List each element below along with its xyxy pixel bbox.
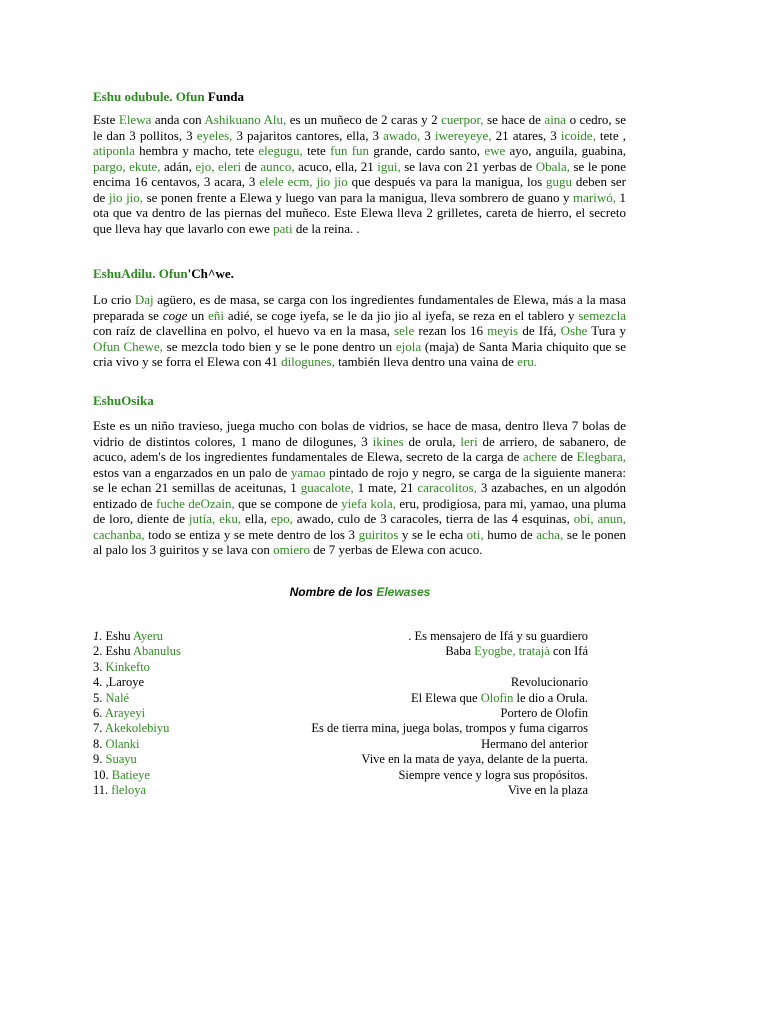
text-run: . Es mensajero de Ifá y su guardiero xyxy=(408,629,588,643)
elewa-description xyxy=(481,737,588,752)
highlighted-term: guiritos xyxy=(358,526,399,542)
highlighted-term: Eyogbe, tratajà xyxy=(474,644,550,659)
elewa-name xyxy=(93,737,140,752)
text-run: Nombre de los xyxy=(289,585,377,599)
highlighted-term: EshuOsika xyxy=(93,393,154,408)
text-run: ella, xyxy=(241,511,271,526)
text-run: 3 pajaritos cantores, ella, 3 xyxy=(232,127,384,143)
text-run: 3 xyxy=(420,127,435,143)
highlighted-term: aina xyxy=(544,112,567,127)
highlighted-term: caracolitos, xyxy=(417,480,477,495)
highlighted-term: acha, xyxy=(536,526,564,542)
elewa-row xyxy=(93,752,588,767)
elewa-number: 10. xyxy=(93,767,109,782)
highlighted-term: Elewa xyxy=(118,112,152,127)
text-run: se le pone encima 16 centavos, 3 acara, 3 xyxy=(93,158,626,189)
text-run: Eshu xyxy=(102,644,133,659)
highlighted-term: fleloya xyxy=(111,783,147,797)
text-run: se ponen frente a Elewa y luego van para la manigua, lleva sombrero de guano y xyxy=(143,189,574,205)
text-run: Tura y xyxy=(587,323,627,338)
text-run: todo se entiza y se mete dentro de los 3 xyxy=(144,526,359,542)
elewa-row xyxy=(93,691,588,706)
text-run: le dio a Orula. xyxy=(513,690,588,705)
highlighted-term: ikines xyxy=(372,433,404,449)
highlighted-term: Olofin xyxy=(480,690,514,705)
elewa-name xyxy=(93,752,137,767)
elewa-name xyxy=(93,675,144,690)
text-run: se lava con 21 yerbas de xyxy=(400,158,536,174)
highlighted-term: ejola xyxy=(395,338,422,354)
elewa-name-text xyxy=(102,691,129,705)
elewa-name-text xyxy=(102,737,139,751)
text-run: un xyxy=(187,307,209,323)
text-run: de Ifá, xyxy=(518,323,561,338)
text-run: con Ifá xyxy=(549,644,588,659)
section-title-eshu-osika xyxy=(93,393,154,409)
elewa-number: 4. xyxy=(93,675,103,690)
elewa-name-text xyxy=(109,768,150,782)
section-title-eshu-adilu xyxy=(93,266,234,282)
highlighted-term: igui, xyxy=(377,158,401,174)
text-run: también lleva dentro una vaina de xyxy=(334,354,518,369)
text-run: Siempre vence y logra sus propósitos. xyxy=(398,767,588,782)
highlighted-term: ejo, eleri xyxy=(195,158,242,174)
text-run: 1 mate, 21 xyxy=(353,480,418,495)
elewa-number: 11. xyxy=(93,783,109,797)
highlighted-term: yiefa kola, xyxy=(341,495,397,511)
elewa-name-text xyxy=(102,660,150,674)
highlighted-term: omiero xyxy=(273,542,310,557)
text-run: de orula, xyxy=(403,433,461,449)
highlighted-term: elegugu, xyxy=(258,143,303,158)
section-title-eshu-odubule xyxy=(93,89,244,105)
highlighted-term: jio jio, xyxy=(108,189,144,205)
highlighted-term: icoide, xyxy=(560,127,596,143)
elewa-description xyxy=(508,783,588,798)
elewa-name xyxy=(93,721,169,736)
text-run: o cedro, se le dan 3 pollitos, 3 xyxy=(93,112,626,143)
text-run: 3 azabaches, en un algodón entizado de xyxy=(93,480,626,511)
highlighted-term: jutía, eku, xyxy=(188,511,242,526)
highlighted-term: Elewases xyxy=(376,585,431,599)
text-run: estos van a engarzados en un palo de xyxy=(93,464,291,480)
elewa-description xyxy=(501,706,588,721)
text-run: anda con xyxy=(151,112,205,127)
elewa-name-text xyxy=(102,644,180,658)
text-run: que después va para la manigua, los xyxy=(347,174,547,189)
text-run: Baba xyxy=(445,644,475,659)
elewa-description xyxy=(411,691,588,706)
text-run: adán, xyxy=(160,158,196,174)
elewa-description xyxy=(311,721,588,736)
elewa-row xyxy=(93,737,588,752)
elewa-number: 6. xyxy=(93,706,103,720)
text-run: ayo, anguila, guabina, xyxy=(505,143,626,158)
highlighted-term: Arayeyi xyxy=(104,706,146,720)
elewa-name-text xyxy=(102,675,144,689)
highlighted-term: awado, xyxy=(383,127,421,143)
highlighted-term: epo, xyxy=(270,511,293,526)
highlighted-term: Ashikuano Alu, xyxy=(204,112,287,127)
text-run: ,Laroye xyxy=(102,675,145,690)
elewa-name xyxy=(93,644,181,659)
elewa-name-text xyxy=(102,752,136,766)
text-run: acuco, ella, 21 xyxy=(294,158,378,174)
text-run: 1 ota que va dentro de las piernas del muñeco. Este Elewa lleva 2 grilletes, careta de hierro, el secreto que lleva hay que lavarlo con ewe xyxy=(93,189,627,236)
highlighted-term: Nalé xyxy=(105,690,130,705)
text-run: Este es un niño travieso, juega mucho con bolas de vidrios, se hace de masa, dentro lleva 7 bolas de vidrio de distintos colores, 1 mano de dilogunes, 3 xyxy=(93,418,626,449)
text-run: awado, culo de 3 caracoles, tierra de las 4 esquinas, xyxy=(292,511,574,526)
highlighted-term: leri xyxy=(460,433,478,449)
highlighted-term: Eshu odubule. Ofun xyxy=(93,89,205,104)
text-run: Eshu xyxy=(102,629,133,643)
highlighted-term: aunco, xyxy=(260,158,295,174)
text-run: Revolucionario xyxy=(510,675,588,690)
highlighted-term: Oshe xyxy=(560,323,588,338)
section-paragraph-eshu-odubule xyxy=(93,112,626,236)
text-run: deben ser de xyxy=(93,174,627,205)
highlighted-term: ewe xyxy=(484,143,506,158)
elewa-number: 9. xyxy=(93,752,103,767)
highlighted-term: dilogunes, xyxy=(281,354,335,369)
text-run: (maja) de Santa Maria chiquito que se cria vivo y se forra el Elewa con 41 xyxy=(93,338,626,369)
text-run: hembra y macho, tete xyxy=(134,143,259,158)
text-run: Hermano del anterior xyxy=(481,736,588,751)
text-run: 21 atares, 3 xyxy=(491,127,561,143)
highlighted-term: Batieye xyxy=(111,767,150,782)
text-run: adié, se coge iyefa, se le da jio jio al iyefa, se reza en el tablero y xyxy=(223,307,579,323)
highlighted-term: gugu xyxy=(546,174,573,189)
highlighted-term: meyis xyxy=(487,323,519,338)
elewa-name-text xyxy=(102,629,163,643)
highlighted-term: oti, xyxy=(466,526,484,542)
highlighted-term: Suayu xyxy=(105,752,137,767)
elewa-row xyxy=(93,644,588,659)
elewa-number: 8. xyxy=(93,736,103,751)
text-run: y se le echa xyxy=(398,526,467,542)
text-run: se mezcla todo bien y se le pone dentro un xyxy=(162,338,396,354)
highlighted-term: guacalote, xyxy=(300,480,354,495)
highlighted-term: elele ecm, jio jio xyxy=(259,174,348,189)
text-run: agüero, es de masa, se carga con los ingredientes fundamentales de Elewa, más a la masa preparada se xyxy=(93,292,627,323)
highlighted-term: Elegbara, xyxy=(576,449,627,464)
text-run: Este xyxy=(93,112,119,127)
elewa-number: 7. xyxy=(93,721,103,736)
highlighted-term: Ofun Chewe, xyxy=(93,338,163,354)
elewa-name-text xyxy=(108,783,146,797)
elewas-list-title xyxy=(0,585,720,599)
text-run: se hace de xyxy=(483,112,545,127)
text-run: eru, prodigiosa, para mi, yamao, una pluma de loro, diente de xyxy=(93,495,626,526)
text-run: Lo crio xyxy=(93,292,135,307)
elewa-name xyxy=(93,706,145,721)
text-run: de xyxy=(556,449,577,464)
highlighted-term: fun fun xyxy=(330,143,370,158)
highlighted-term: Obala, xyxy=(535,158,570,174)
section-paragraph-eshu-osika xyxy=(93,418,626,558)
highlighted-term: eñi xyxy=(208,307,224,323)
elewa-number: 5. xyxy=(93,690,103,705)
text-run: tete , xyxy=(595,127,626,143)
highlighted-term: sele xyxy=(394,323,415,338)
elewa-name xyxy=(93,691,129,706)
elewa-row xyxy=(93,721,588,736)
highlighted-term: semezcla xyxy=(578,307,626,323)
elewa-name xyxy=(93,768,150,783)
elewa-name-text xyxy=(102,706,145,720)
highlighted-term: yamao xyxy=(290,464,326,480)
highlighted-term: obi, anun, cachanba, xyxy=(93,511,627,542)
elewa-row xyxy=(93,768,588,783)
text-run: Es de tierra mina, juega bolas, trompos y fuma cigarros xyxy=(311,721,588,736)
elewa-name xyxy=(93,629,163,644)
text-run: Vive en la mata de yaya, delante de la puerta. xyxy=(361,752,588,767)
highlighted-term: eru. xyxy=(517,354,538,369)
highlighted-term: Akekolebiyu xyxy=(104,721,170,736)
elewa-description xyxy=(445,644,588,659)
text-run: 'Ch^we. xyxy=(187,266,234,281)
highlighted-term: cuerpor, xyxy=(441,112,484,127)
highlighted-term: Olanki xyxy=(105,736,140,751)
text-run: que se compone de xyxy=(234,495,342,511)
text-run: rezan los 16 xyxy=(414,323,488,338)
text-run: con raíz de clavellina en polvo, el huevo va en la masa, xyxy=(93,323,395,338)
text-run: grande, cardo santo, xyxy=(369,143,485,158)
highlighted-term: eyeles, xyxy=(196,127,233,143)
text-run: de xyxy=(241,158,261,174)
text-run: es un muñeco de 2 caras y 2 xyxy=(286,112,442,127)
highlighted-term: Ayeru xyxy=(132,629,164,643)
text-run: se le ponen al palo los 3 guiritos y se lava con xyxy=(93,526,626,557)
elewa-description xyxy=(398,768,588,783)
elewa-row xyxy=(93,783,588,798)
text-run: coge xyxy=(162,307,188,323)
text-run: Vive en la plaza xyxy=(507,783,588,797)
highlighted-term: pargo, ekute, xyxy=(93,158,161,174)
text-run: El Elewa que xyxy=(410,690,481,705)
highlighted-term: fuche deOzain, xyxy=(156,495,235,511)
elewa-number: 2. xyxy=(93,644,103,659)
elewa-row xyxy=(93,660,588,675)
highlighted-term: Abanulus xyxy=(132,644,181,659)
elewa-description xyxy=(361,752,588,767)
text-run: Portero de Olofin xyxy=(500,706,588,720)
highlighted-term: mariwó, xyxy=(573,189,616,205)
elewa-number: 3. xyxy=(93,659,103,674)
highlighted-term: EshuAdilu. Ofun xyxy=(93,266,188,281)
highlighted-term: achere xyxy=(523,449,557,464)
highlighted-term: pati xyxy=(273,220,293,236)
text-run: de 7 yerbas de Elewa con acuco. xyxy=(310,542,483,557)
text-run: humo de xyxy=(483,526,537,542)
section-paragraph-eshu-adilu xyxy=(93,292,626,370)
elewa-row xyxy=(93,675,588,690)
text-run: pintado de rojo y negro, se carga de la siguiente manera: se le echan 21 semillas de aceitunas, 1 xyxy=(93,464,626,495)
elewa-name xyxy=(93,660,150,675)
elewa-number: 1. xyxy=(93,629,103,643)
elewa-name xyxy=(93,783,146,798)
elewa-description xyxy=(511,675,588,690)
text-run: Funda xyxy=(204,89,245,104)
highlighted-term: Kinkefto xyxy=(105,659,150,674)
elewa-name-text xyxy=(102,721,169,735)
elewa-row xyxy=(93,629,588,644)
highlighted-term: iwereyeye, xyxy=(434,127,492,143)
elewa-row xyxy=(93,706,588,721)
highlighted-term: atiponla xyxy=(93,143,135,158)
elewa-description xyxy=(408,629,588,644)
text-run: de la reina. . xyxy=(292,220,360,236)
text-run: de arriero, de sabanero, de acuco, adem's de los ingredientes fundamentales de Elewa, secreto de la carga de xyxy=(93,433,626,464)
highlighted-term: Daj xyxy=(134,292,154,307)
text-run: tete xyxy=(302,143,331,158)
